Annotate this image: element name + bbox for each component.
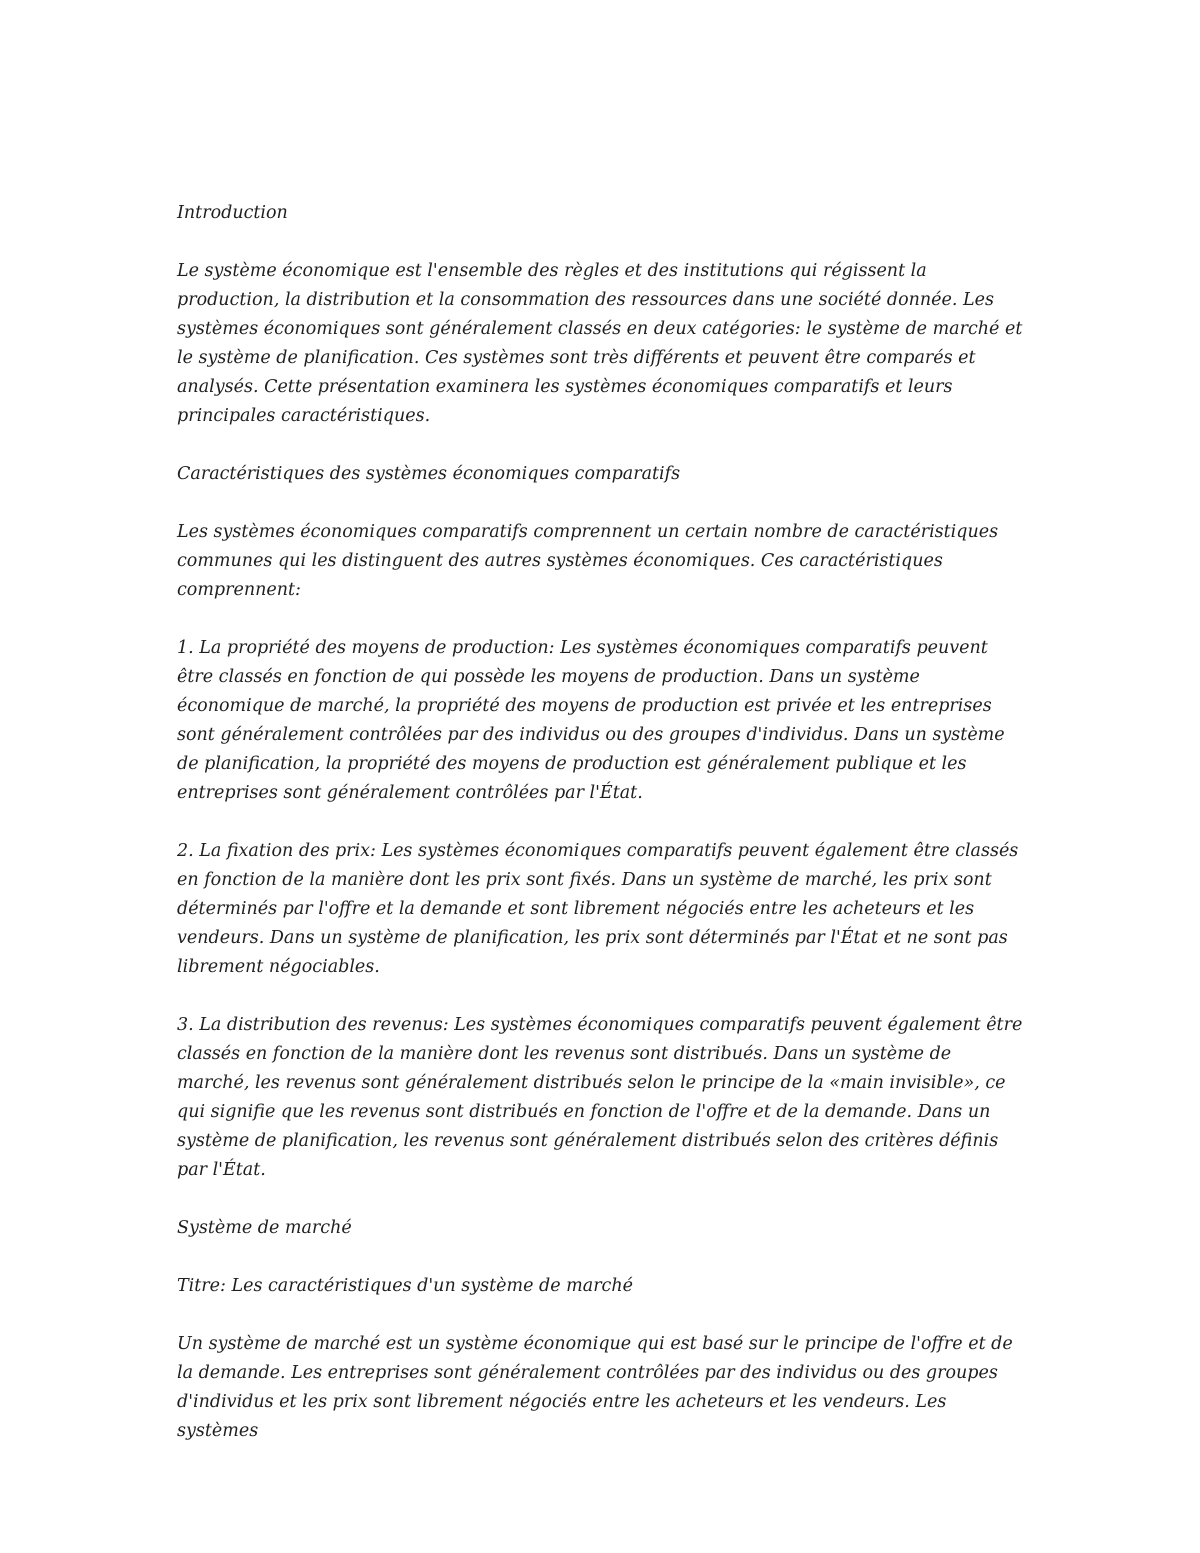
market-paragraph: Un système de marché est un système économique qui est basé sur le principe de l'offre et de la demande. Les entreprises sont généralement contrôlées par des individus ou des groupes d'individus et les prix sont librement négociés entre les acheteurs et les vendeurs. Les systèmes	[177, 1334, 1013, 1441]
section-heading-market-system: Système de marché	[177, 1218, 352, 1238]
characteristics-intro-paragraph: Les systèmes économiques comparatifs comprennent un certain nombre de caractéristiques communes qui les distinguent des autres systèmes économiques. Ces caractéristiques comprennent:	[177, 522, 999, 600]
section-heading-characteristics: Caractéristiques des systèmes économiques comparatifs	[177, 464, 681, 484]
list-item-income-distribution: 3. La distribution des revenus: Les systèmes économiques comparatifs peuvent également être classés en fonction de la manière dont les revenus sont distribués. Dans un système de marché, les revenus sont généralement distribués selon le principe de la «main invisible», ce qui signifie que les revenus sont distribués en fonction de l'offre et de la demande. Dans un système de planification, les revenus sont généralement distribués selon des critères définis par l'État.	[177, 1015, 1023, 1180]
intro-paragraph: Le système économique est l'ensemble des règles et des institutions qui régissent la production, la distribution et la consommation des ressources dans une société donnée. Les systèmes économiques sont généralement classés en deux catégories: le système de marché et le système de planification. Ces systèmes sont très différents et peuvent être comparés et analysés. Cette présentation examinera les systèmes économiques comparatifs et leurs principales caractéristiques.	[177, 261, 1023, 426]
document-body	[177, 199, 1027, 1446]
list-item-pricing: 2. La fixation des prix: Les systèmes économiques comparatifs peuvent également être classés en fonction de la manière dont les prix sont fixés. Dans un système de marché, les prix sont déterminés par l'offre et la demande et sont librement négociés entre les acheteurs et les vendeurs. Dans un système de planification, les prix sont déterminés par l'État et ne sont pas librement négociables.	[177, 841, 1019, 977]
section-heading-introduction: Introduction	[177, 203, 288, 223]
market-title-line: Titre: Les caractéristiques d'un système de marché	[177, 1276, 633, 1296]
list-item-ownership: 1. La propriété des moyens de production: Les systèmes économiques comparatifs peuvent être classés en fonction de qui possède les moyens de production. Dans un système économique de marché, la propriété des moyens de production est privée et les entreprises sont généralement contrôlées par des individus ou des groupes d'individus. Dans un système de planification, la propriété des moyens de production est généralement publique et les entreprises sont généralement contrôlées par l'État.	[177, 638, 1005, 803]
